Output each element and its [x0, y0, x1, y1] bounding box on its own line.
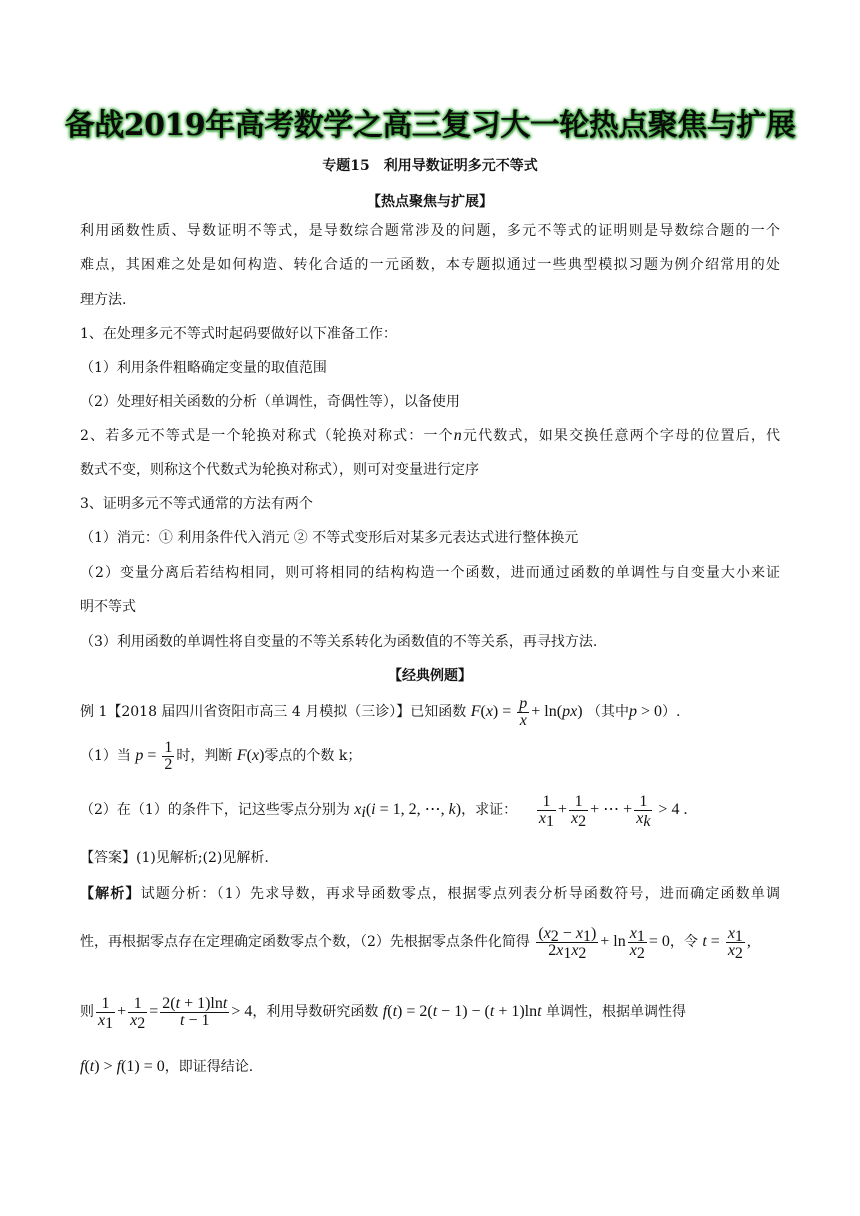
analysis-label: 【解析】	[80, 886, 141, 902]
formula-Fx: F(x)	[236, 747, 265, 764]
example-1-question-1	[80, 738, 780, 774]
heading-examples: 【经典例题】	[388, 668, 472, 684]
formula-zero-condition: $\frac{(x_2 - x_1)}{2x_1x_2}$ + ln $\frac{x_1}{x_2}$ = 0	[538, 924, 670, 962]
formula-p-half: p = $\frac{1}{2}$	[135, 738, 173, 773]
analysis-line-2	[80, 922, 780, 962]
formula-t-def: t = $\frac{x_1}{x_2}$ ,	[702, 924, 751, 962]
q2-text-b: ，求证：	[461, 802, 518, 818]
point-2-text-a: 2、若多元不等式是一个轮换对称式（轮换对称式：一个	[80, 428, 454, 444]
example-1-cond-end: ）.	[662, 704, 681, 720]
formula-f-t: f(t) = 2(t − 1) − (t + 1)lnt	[382, 1003, 542, 1020]
q1-text-a: （1）当	[80, 748, 131, 764]
formula-sum-inequality: $\frac{1}{x_1}$ + $\frac{1}{x_2}$ + ⋯ + $\frac{1}{x_k}$ > 4 .	[538, 792, 688, 830]
analysis-text-4b: ，即证得结论.	[164, 1059, 254, 1075]
q2-text-a: （2）在（1）的条件下，记这些零点分别为	[80, 802, 350, 818]
point-3-2-line-1: （2）变量分离后若结构相同，则可将相同的结构构造一个函数，进而通过函数的单调性与自变量大小来证	[80, 565, 780, 581]
intro-line-2: 难点，其困难之处是如何构造、转化合适的一元函数，本专题拟通过一些典型模拟习题为例介绍常用的处	[80, 257, 780, 273]
analysis-line-1	[80, 885, 780, 903]
banner-title: 备战2019年高考数学之高三复习大一轮热点聚焦与扩展	[64, 108, 796, 143]
example-1-question-2	[80, 792, 780, 828]
example-1-cond: （其中	[586, 704, 629, 720]
point-2-line-2: 数式不变，则称这个代数式为轮换对称式），则可对变量进行定序	[80, 462, 479, 478]
analysis-text-3a: 则	[80, 1004, 94, 1020]
point-1: 1、在处理多元不等式时起码要做好以下准备工作：	[80, 326, 397, 342]
analysis-line-3	[80, 992, 780, 1032]
analysis-text-2a: 性，再根据零点存在定理确定函数零点个数，（2）先根据零点条件化简得	[80, 934, 530, 950]
point-3: 3、证明多元不等式通常的方法有两个	[80, 496, 313, 512]
heading-focus: 【热点聚焦与扩展】	[367, 194, 493, 210]
point-3-3: （3）利用函数的单调性将自变量的不等关系转化为函数值的不等关系，再寻找方法.	[80, 634, 598, 650]
formula-F: F(x) = $\frac{p}{x}$ + ln(px)	[470, 694, 583, 729]
q1-text-c: 零点的个数 k；	[264, 748, 362, 764]
point-2-line-1	[80, 427, 780, 445]
analysis-text-2b: ，令	[669, 934, 698, 950]
point-2-text-b: 元代数式，如果交换任意两个字母的位置后，代	[461, 428, 781, 444]
analysis-line-4	[80, 1058, 780, 1076]
formula-p-positive: p > 0	[628, 703, 662, 720]
q1-text-b: 时，判断	[176, 748, 233, 764]
analysis-text-3b: ，利用导数研究函数	[252, 1004, 379, 1020]
formula-reciprocal-sum: $\frac{1}{x_1}$ + $\frac{1}{x_2}$ = $\frac{2(t + 1)\ln t}{t - 1}$ > 4	[98, 994, 253, 1032]
analysis-text-3c: 单调性，根据单调性得	[546, 1004, 687, 1020]
point-1-2: （2）处理好相关函数的分析（单调性，奇偶性等），以备使用	[80, 394, 460, 410]
formula-zeros: $x_i(i = 1$, 2, ⋯, k)	[354, 801, 462, 821]
intro-line-1: 利用函数性质、导数证明不等式，是导数综合题常涉及的问题，多元不等式的证明则是导数综合题的一个	[80, 223, 780, 239]
intro-line-3: 理方法.	[80, 292, 127, 308]
var-n: n	[453, 427, 462, 444]
point-3-2-line-2: 明不等式	[80, 599, 136, 615]
point-1-1: （1）利用条件粗略确定变量的取值范围	[80, 360, 327, 376]
example-1-statement	[80, 694, 780, 730]
point-3-1: （1）消元：① 利用条件代入消元 ② 不等式变形后对某多元表达式进行整体换元	[80, 530, 579, 546]
analysis-text-1: 试题分析：（1）先求导数，再求导函数零点，根据零点列表分析导函数符号，进而确定函数单调	[140, 886, 781, 902]
formula-f-conclusion: f(t) > f(1) = 0	[80, 1058, 165, 1075]
answer: 【答案】(1)见解析;(2)见解析.	[80, 850, 269, 866]
topic-title: 专题15 利用导数证明多元不等式	[322, 158, 538, 174]
example-1-lead: 例 1【2018 届四川省资阳市高三 4 月模拟（三诊）】已知函数	[80, 704, 467, 720]
